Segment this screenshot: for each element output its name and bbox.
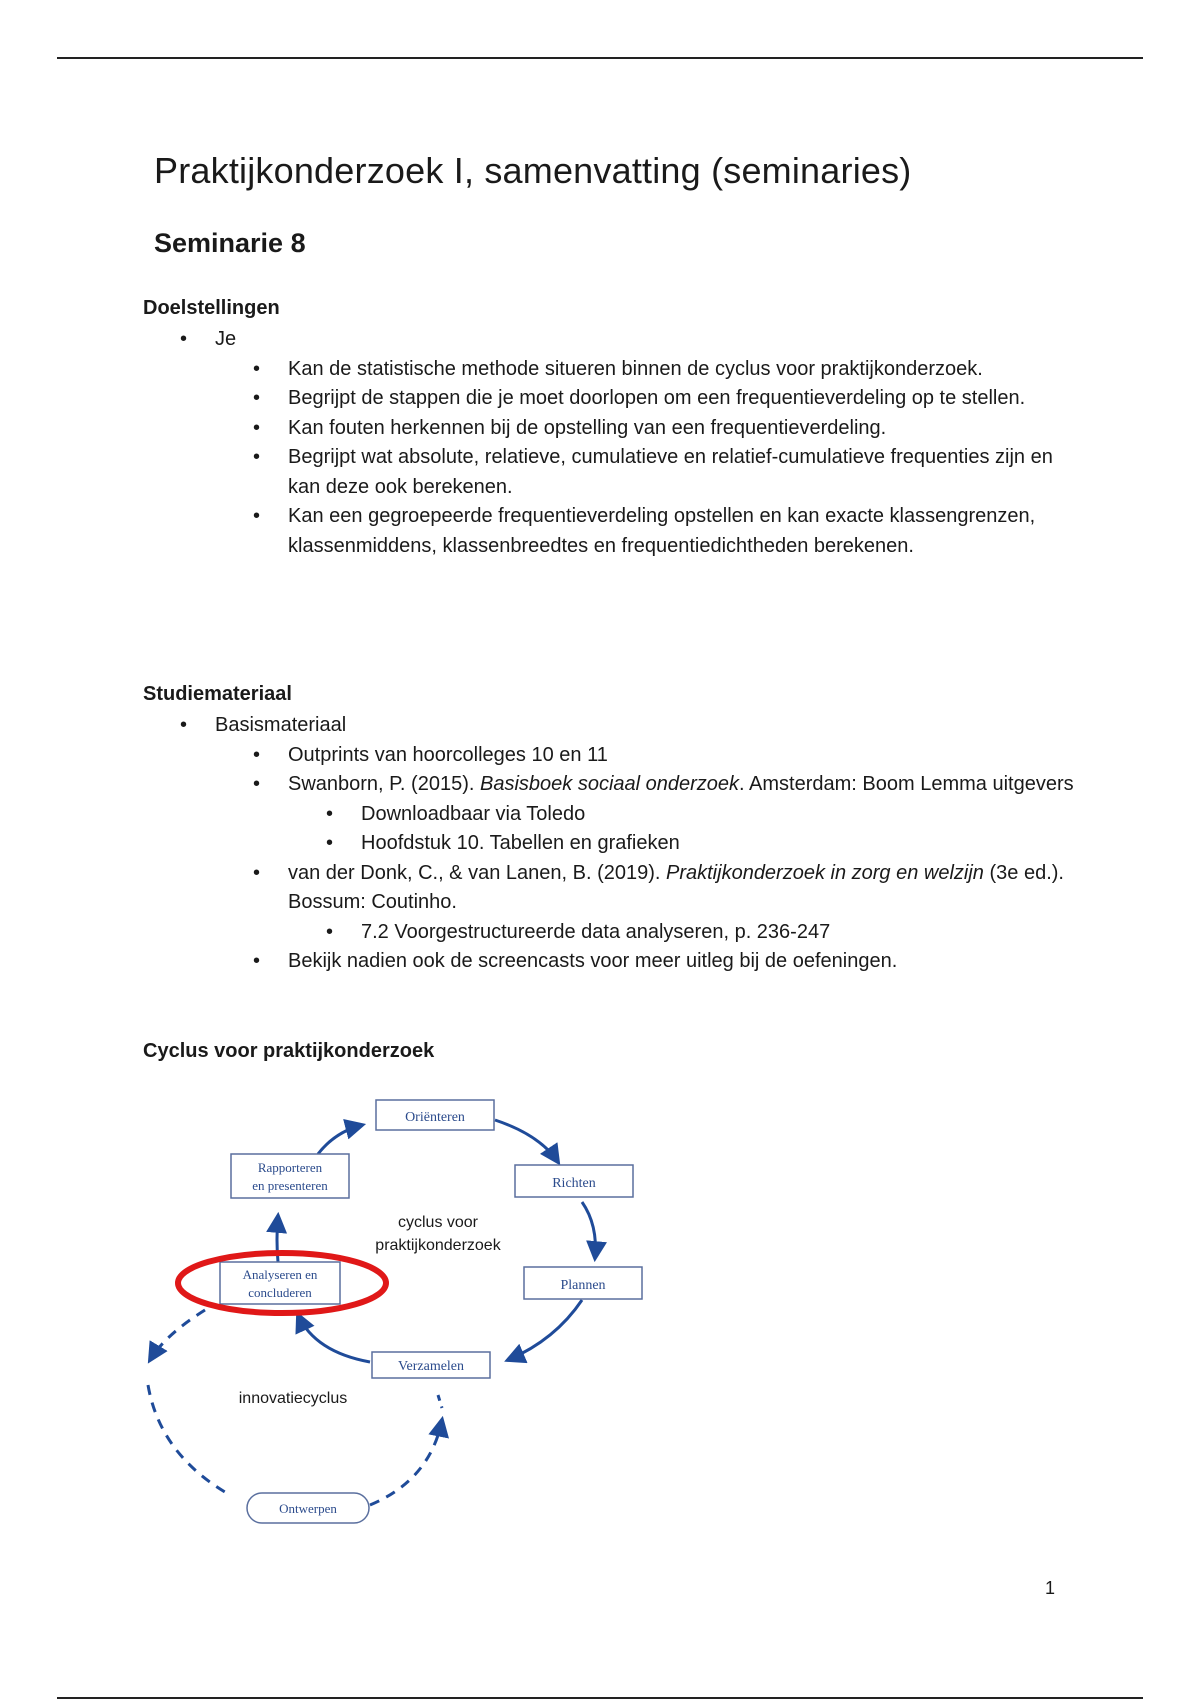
- document-title: Praktijkonderzoek I, samenvatting (seminaries): [154, 150, 912, 191]
- footer-rule: [57, 1697, 1143, 1699]
- step-label-orienteren: Oriënteren: [405, 1110, 465, 1125]
- studiemateriaal-subitems-donk: [143, 918, 1073, 948]
- material-text: • Bekijk nadien ook de screencasts voor meer uitleg bij de oefeningen.: [288, 950, 898, 972]
- step-orienteren: [376, 1100, 494, 1130]
- step-plannen: [524, 1267, 642, 1299]
- step-label-rapporteren-1: Rapporteren: [257, 1160, 323, 1175]
- step-label-verzamelen: Verzamelen: [397, 1359, 465, 1374]
- material-text: [288, 770, 1088, 800]
- cycle-diagram: [130, 1090, 670, 1530]
- step-label-rapporteren-2: en presenteren: [252, 1178, 328, 1193]
- studiemateriaal-section: [143, 711, 1073, 977]
- list-item: [143, 829, 1073, 859]
- doelstelling-text: • Kan fouten herkennen bij de opstelling van een frequentieverdeling.: [288, 416, 887, 439]
- studiemateriaal-subitems-swanborn: [143, 800, 1073, 859]
- studiemateriaal-items-3: [143, 947, 1073, 977]
- doelstelling-text: • Kan de statistische methode situeren binnen de cyclus voor praktijkonderzoek.: [288, 357, 983, 380]
- list-item: [143, 414, 1073, 444]
- doelstellingen-section: [143, 325, 1073, 561]
- cycle-center-label-2: praktijkonderzoek: [375, 1237, 501, 1254]
- studiemateriaal-heading: Studiemateriaal: [143, 683, 292, 705]
- arrow-orienteren-richten: [495, 1120, 558, 1162]
- doelstelling-text: • Begrijpt de stappen die je moet doorlopen om een frequentieverdeling op te stellen.: [288, 387, 1026, 409]
- step-label-ontwerpen: Ontwerpen: [279, 1501, 337, 1516]
- innovation-cycle-label: innovatiecyclus: [238, 1390, 348, 1407]
- doelstelling-text: • Begrijpt wat absolute, relatieve, cumulatieve en relatief-cumulatieve frequenties zijn en kan deze ook berekenen.: [288, 446, 1053, 498]
- list-item: [143, 355, 1073, 385]
- material-citation-title: Praktijkonderzoek in zorg en welzijn: [666, 861, 984, 884]
- list-item: [143, 443, 1073, 502]
- arrow-plannen-verzamelen: [508, 1300, 582, 1360]
- step-richten: [515, 1165, 633, 1197]
- material-citation-publisher: (3e ed.). Bossum: Coutinho.: [288, 861, 1064, 913]
- list-item: [143, 711, 1073, 741]
- step-label-analyseren-2: concluderen: [248, 1285, 312, 1300]
- arrow-analyseren-innovatie: [150, 1310, 205, 1360]
- doelstellingen-items: [143, 355, 1073, 562]
- material-subtext: 7.2 Voorgestructureerde data analyseren, p. 236-247: [361, 920, 831, 943]
- step-label-analyseren-1: Analyseren en: [242, 1267, 318, 1282]
- page-number: 1: [1045, 1578, 1056, 1598]
- list-item: [143, 918, 1073, 948]
- list-item: [143, 800, 1073, 830]
- step-verzamelen: [372, 1352, 490, 1378]
- material-text: • Outprints van hoorcolleges 10 en 11: [288, 743, 608, 766]
- material-text: [288, 859, 1088, 918]
- doelstelling-text: • Kan een gegroepeerde frequentieverdeling opstellen en kan exacte klassengrenzen, klassenmiddens, klassenbreedtes en frequentiedichtheden berekenen.: [288, 505, 1036, 557]
- arrow-verzamelen-analyseren: [298, 1315, 370, 1362]
- step-label-plannen: Plannen: [560, 1278, 606, 1293]
- list-item: [143, 741, 1073, 771]
- arrow-richten-plannen: [582, 1202, 595, 1258]
- material-citation-title: Basisboek sociaal onderzoek: [479, 773, 740, 795]
- list-item: [143, 770, 1073, 800]
- step-rapporteren: [231, 1154, 349, 1198]
- doelstellingen-intro: Je: [215, 328, 237, 350]
- arrow-rapporteren-orienteren: [318, 1125, 362, 1154]
- step-analyseren: [220, 1262, 340, 1304]
- material-citation-publisher: . Amsterdam: Boom Lemma uitgevers: [739, 773, 1074, 795]
- material-citation-author: van der Donk, C., & van Lanen, B. (2019).: [288, 861, 666, 884]
- material-citation-author: Swanborn, P. (2015).: [288, 773, 480, 795]
- studiemateriaal-list: [143, 711, 1073, 741]
- material-subtext: Hoofdstuk 10. Tabellen en grafieken: [361, 832, 680, 854]
- header-rule: [57, 57, 1143, 59]
- arrow-ontwerpen-verzamelen: [370, 1420, 442, 1505]
- cyclus-heading: Cyclus voor praktijkonderzoek: [143, 1040, 435, 1062]
- doelstellingen-list: [143, 325, 1073, 355]
- arrow-verzamelen-down: [438, 1395, 442, 1408]
- studiemateriaal-intro: Basismateriaal: [215, 714, 347, 736]
- step-ontwerpen: [247, 1493, 369, 1523]
- studiemateriaal-items-2: [143, 859, 1073, 918]
- document-subtitle: Seminarie 8: [154, 228, 306, 258]
- list-item: [143, 325, 1073, 355]
- list-item: [143, 502, 1073, 561]
- list-item: [143, 384, 1073, 414]
- list-item: [143, 859, 1073, 918]
- step-label-richten: Richten: [552, 1176, 596, 1191]
- material-subtext: Downloadbaar via Toledo: [361, 802, 586, 825]
- cycle-center-label-1: cyclus voor: [397, 1214, 479, 1231]
- list-item: [143, 947, 1073, 977]
- doelstellingen-heading: Doelstellingen: [143, 297, 280, 319]
- studiemateriaal-items: [143, 741, 1073, 800]
- arrow-innovatie-ontwerpen: [148, 1385, 230, 1495]
